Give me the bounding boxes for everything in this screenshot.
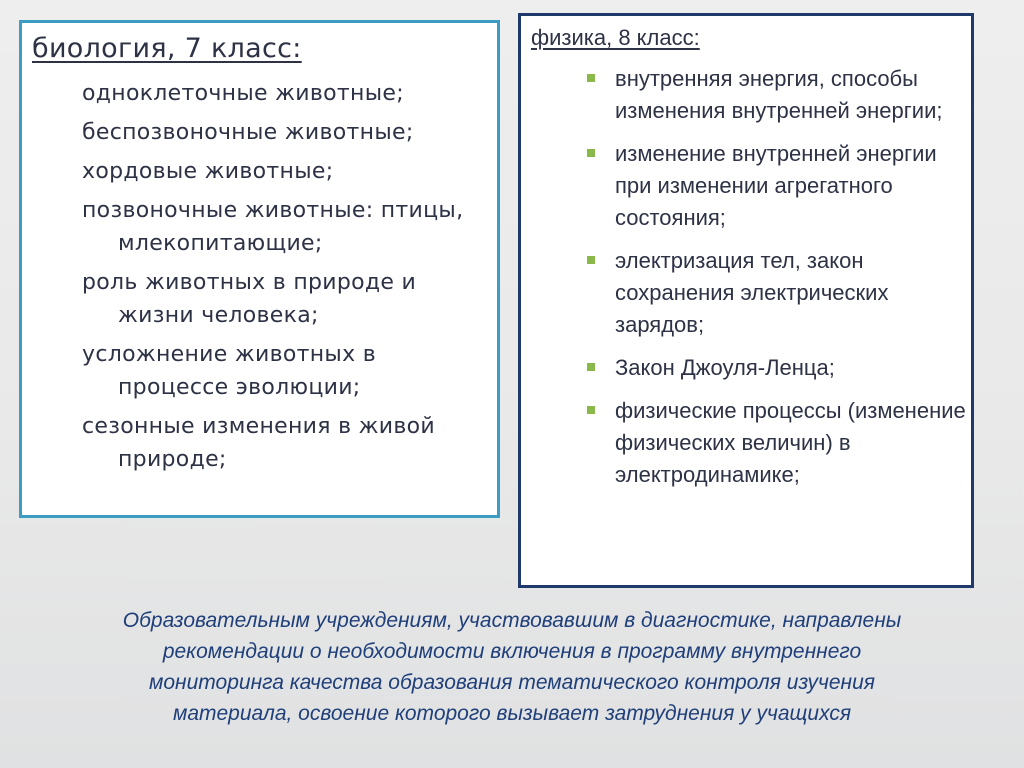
physics-topic-item (581, 138, 966, 234)
physics-topic-item (581, 395, 966, 491)
biology-topic-item: беспозвоночные животные; (82, 120, 414, 145)
physics-title: физика, 8 класс: (531, 25, 700, 50)
physics-topic-item (581, 245, 966, 341)
physics-topic-item (581, 352, 966, 384)
square-bullet-icon (587, 256, 595, 264)
biology-topic-item: усложнение животных в процессе эволюции; (82, 342, 376, 400)
physics-topic-text: изменение внутренней энергии при изменении агрегатного состояния; (615, 141, 937, 230)
physics-topic-list (581, 63, 966, 502)
biology-topic-item: хордовые животные; (82, 159, 334, 184)
physics-topic-text: электризация тел, закон сохранения электрических зарядов; (615, 248, 889, 337)
square-bullet-icon (587, 74, 595, 82)
biology-topic-item: позвоночные животные: птицы, млекопитающие; (82, 198, 464, 256)
physics-topic-text: внутренняя энергия, способы изменения внутренней энергии; (615, 66, 943, 123)
biology-topic-item: роль животных в природе и жизни человека; (82, 270, 417, 328)
square-bullet-icon (587, 149, 595, 157)
square-bullet-icon (587, 406, 595, 414)
biology-topic-item: одноклеточные животные; (82, 81, 404, 106)
footer-note: Образовательным учреждениям, участвовавшим в диагностике, направлены рекомендации о необходимости включения в программу внутреннего мониторинга качества образования тематического контроля изучения материала, освоение которого вызывает затруднения у учащихся (122, 609, 902, 725)
physics-panel (518, 13, 974, 588)
biology-topic-list (82, 77, 492, 482)
biology-title: биология, 7 класс: (32, 33, 302, 64)
physics-topic-text: физические процессы (изменение физических величин) в электродинамике; (615, 398, 966, 487)
biology-topic-item: сезонные изменения в живой природе; (82, 414, 436, 472)
biology-panel (19, 20, 500, 518)
physics-topic-item (581, 63, 966, 127)
physics-topic-text: Закон Джоуля-Ленца; (615, 355, 835, 380)
square-bullet-icon (587, 363, 595, 371)
